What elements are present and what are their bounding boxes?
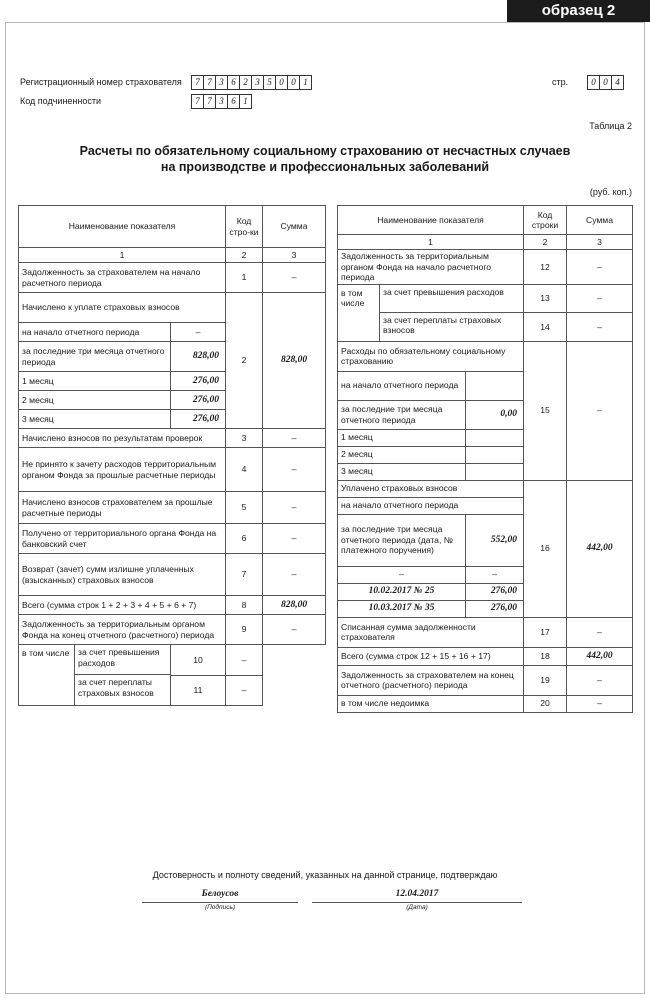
row-sum: – xyxy=(263,524,326,554)
row-value: 276,00 xyxy=(466,600,524,617)
sub-digit: 6 xyxy=(227,94,240,109)
row-code: 1 xyxy=(226,263,263,293)
col-number: 3 xyxy=(567,235,633,250)
col-number: 2 xyxy=(524,235,567,250)
row-sum: – xyxy=(226,645,263,676)
row-code: 19 xyxy=(524,665,567,695)
reg-number-label: Регистрационный номер страхователя xyxy=(20,77,182,87)
row-code: 11 xyxy=(171,675,226,706)
row-code: 18 xyxy=(524,647,567,665)
row-code: 3 xyxy=(226,429,263,448)
row-label: Начислено к уплате страховых взносов xyxy=(19,293,226,323)
row-value: – xyxy=(466,566,524,583)
row-sum: – xyxy=(567,250,633,285)
page-digit: 4 xyxy=(611,75,624,90)
signature-line xyxy=(142,902,298,903)
including-label: в том числе xyxy=(338,285,380,341)
row-code: 6 xyxy=(226,524,263,554)
row-sum: – xyxy=(567,284,633,313)
row-sum: – xyxy=(263,448,326,492)
row-code: 9 xyxy=(226,615,263,645)
date-hint: (Дата) xyxy=(406,904,428,911)
row-sum: – xyxy=(567,617,633,647)
payment-order: – xyxy=(338,566,466,583)
sub-digit: 7 xyxy=(203,94,216,109)
row-sum: – xyxy=(263,263,326,293)
including-label: в том числе xyxy=(19,645,75,705)
row-value: 276,00 xyxy=(171,391,226,410)
row-sum: – xyxy=(263,429,326,448)
row-label: за счет переплаты страховых взносов xyxy=(383,314,502,335)
header-sum: Сумма xyxy=(567,206,633,235)
row-label: 2 месяц xyxy=(338,446,466,463)
col-number: 2 xyxy=(226,248,263,263)
row-label: Не принято к зачету расходов территориальным органом Фонда за прошлые расчетные периоды xyxy=(19,448,226,492)
row-value xyxy=(466,429,524,446)
reg-digit: 2 xyxy=(239,75,252,90)
payment-order: 10.03.2017 № 35 xyxy=(338,600,466,617)
row-label: Начислено взносов по результатам проверок xyxy=(19,429,226,448)
row-sum: – xyxy=(567,341,633,480)
reg-digit: 1 xyxy=(299,75,312,90)
row-code: 4 xyxy=(226,448,263,492)
row-value: – xyxy=(171,323,226,342)
row-label: 1 месяц xyxy=(338,429,466,446)
row-label: за счет переплаты страховых взносов xyxy=(78,677,154,698)
page-title-line2: на производстве и профессиональных заболеваний xyxy=(160,160,490,174)
row-label: Получено от территориального органа Фонда на банковский счет xyxy=(19,524,226,554)
reg-number-cells xyxy=(192,75,312,90)
confirmation-text: Достоверность и полноту сведений, указанных на данной странице, подтверждаю xyxy=(152,870,498,880)
left-table xyxy=(18,205,326,706)
row-label: на начало отчетного периода xyxy=(338,497,524,514)
header-sum: Сумма xyxy=(263,206,326,248)
row-label: в том числе недоимка xyxy=(338,695,524,712)
page-digit: 0 xyxy=(587,75,600,90)
page-title: Расчеты по обязательному социальному страхованию от несчастных случаев xyxy=(79,144,571,158)
row-sum: 828,00 xyxy=(263,596,326,615)
row-label: на начало отчетного периода xyxy=(338,371,466,400)
row-label: за счет превышения расходов xyxy=(380,285,523,313)
payment-order: 10.02.2017 № 25 xyxy=(338,583,466,600)
row-code: 7 xyxy=(226,554,263,596)
row-label: 1 месяц xyxy=(19,372,171,391)
row-label: Возврат (зачет) сумм излишне уплаченных (взысканных) страховых взносов xyxy=(19,554,226,596)
reg-digit: 7 xyxy=(191,75,204,90)
row-sum: – xyxy=(567,313,633,342)
reg-digit: 0 xyxy=(275,75,288,90)
row-code: 10 xyxy=(171,645,226,676)
row-sum: – xyxy=(263,554,326,596)
header-name: Наименование показателя xyxy=(338,206,524,235)
row-value: 276,00 xyxy=(466,583,524,600)
header-name: Наименование показателя xyxy=(19,206,226,248)
row-label: Всего (сумма строк 1 + 2 + 3 + 4 + 5 + 6 + 7) xyxy=(19,596,226,615)
col-number: 1 xyxy=(19,248,226,263)
col-number: 1 xyxy=(338,235,524,250)
row-label: Задолженность за страхователем на начало расчетного периода xyxy=(19,263,226,293)
row-label: Задолженность за страхователем на конец отчетного (расчетного) периода xyxy=(338,665,524,695)
row-sum: – xyxy=(263,615,326,645)
reg-digit: 6 xyxy=(227,75,240,90)
reg-digit: 7 xyxy=(203,75,216,90)
row-label: 3 месяц xyxy=(19,410,171,429)
row-sum: – xyxy=(567,695,633,712)
date-line xyxy=(312,902,522,903)
row-code: 2 xyxy=(226,293,263,429)
row-label: за последние три месяца отчетного периода (дата, № платежного поручения) xyxy=(338,514,466,566)
row-value: 0,00 xyxy=(466,400,524,429)
reg-digit: 5 xyxy=(263,75,276,90)
signature: Белоусов xyxy=(201,889,239,899)
row-sum: – xyxy=(226,675,263,706)
row-value xyxy=(466,463,524,480)
col-number: 3 xyxy=(263,248,326,263)
subordination-label: Код подчиненности xyxy=(20,96,102,106)
row-value xyxy=(466,446,524,463)
table-number: Таблица 2 xyxy=(589,121,632,131)
row-code: 5 xyxy=(226,492,263,524)
row-sum: 828,00 xyxy=(263,293,326,429)
row-code: 15 xyxy=(524,341,567,480)
row-label: Задолженность за территориальным органом Фонда на конец отчетного (расчетного) периода xyxy=(19,615,226,645)
row-label: Задолженность за территориальным органом Фонда на начало расчетного периода xyxy=(338,250,524,285)
page-digit: 0 xyxy=(599,75,612,90)
page-number-cells xyxy=(588,75,624,90)
row-label: Всего (сумма строк 12 + 15 + 16 + 17) xyxy=(338,647,524,665)
sub-digit: 1 xyxy=(239,94,252,109)
date-value: 12.04.2017 xyxy=(395,889,439,899)
row-label: Расходы по обязательному социальному страхованию xyxy=(338,341,524,371)
row-code: 12 xyxy=(524,250,567,285)
row-code: 13 xyxy=(524,284,567,313)
row-code: 14 xyxy=(524,313,567,342)
row-label: за последние три месяца отчетного периода xyxy=(338,400,466,429)
row-sum: – xyxy=(263,492,326,524)
sub-digit: 7 xyxy=(191,94,204,109)
row-code: 8 xyxy=(226,596,263,615)
row-code: 20 xyxy=(524,695,567,712)
row-value: 276,00 xyxy=(171,410,226,429)
reg-digit: 3 xyxy=(215,75,228,90)
row-label: Списанная сумма задолженности страхователя xyxy=(338,617,524,647)
row-value xyxy=(466,371,524,400)
row-label: 3 месяц xyxy=(338,463,466,480)
row-value: 552,00 xyxy=(466,514,524,566)
subordination-cells xyxy=(192,94,252,109)
row-label: 2 месяц xyxy=(19,391,171,410)
row-value: 828,00 xyxy=(171,342,226,372)
right-table xyxy=(337,205,633,713)
reg-digit: 0 xyxy=(287,75,300,90)
row-label: Начислено взносов страхователем за прошлые расчетные периоды xyxy=(19,492,226,524)
page-label: стр. xyxy=(552,77,569,87)
row-label: за последние три месяца отчетного периода xyxy=(19,342,171,372)
sub-digit: 3 xyxy=(215,94,228,109)
row-code: 17 xyxy=(524,617,567,647)
reg-digit: 3 xyxy=(251,75,264,90)
row-sum: 442,00 xyxy=(567,480,633,617)
row-code: 16 xyxy=(524,480,567,617)
row-label: на начало отчетного периода xyxy=(19,323,171,342)
units-label: (руб. коп.) xyxy=(589,187,632,197)
signature-hint: (Подпись) xyxy=(204,904,236,911)
row-value: 276,00 xyxy=(171,372,226,391)
row-label: Уплачено страховых взносов xyxy=(338,480,524,497)
row-sum: – xyxy=(567,665,633,695)
header-code: Код стро-ки xyxy=(226,206,263,248)
sample-badge: образец 2 xyxy=(507,0,650,22)
header-code: Код строки xyxy=(524,206,567,235)
row-label: за счет превышения расходов xyxy=(75,645,170,675)
row-sum: 442,00 xyxy=(567,647,633,665)
